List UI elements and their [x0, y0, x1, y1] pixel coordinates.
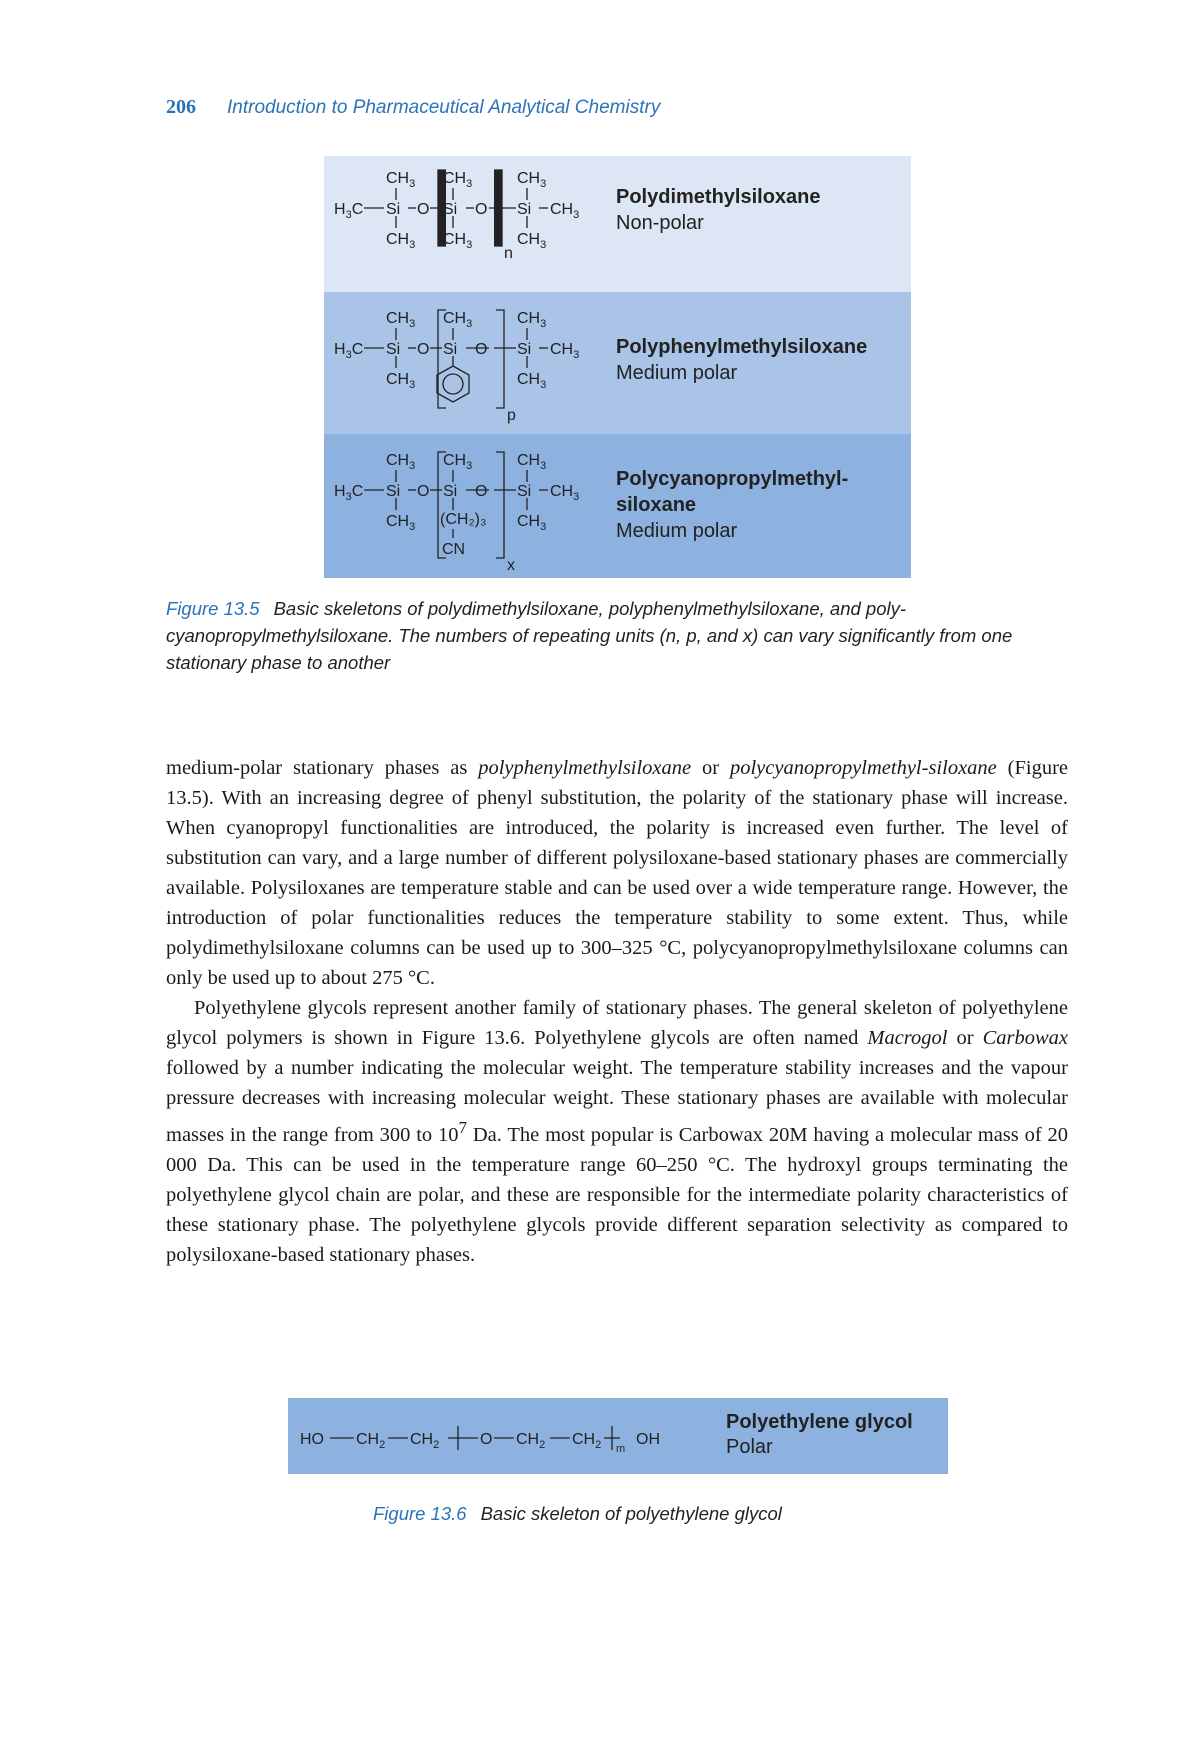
- figure-13-5: [324, 156, 911, 578]
- page-number: 206: [166, 96, 196, 118]
- panel-polycyanopropylmethylsiloxane: [324, 434, 911, 578]
- panel-polarity: Non-polar: [616, 212, 704, 234]
- label-polyphenylmethylsiloxane: [616, 334, 867, 386]
- si-1: Si: [386, 201, 401, 218]
- caption-label: Figure 13.5: [166, 598, 260, 619]
- label-polycyanopropylmethylsiloxane: [616, 466, 848, 544]
- panel-name: Polyethylene glycol: [726, 1411, 913, 1433]
- panel-name: Polydimethylsiloxane: [616, 186, 821, 208]
- ch3-bottom-1: $CH_3$: [386, 231, 416, 251]
- panel-polyphenylmethylsiloxane: [324, 292, 911, 434]
- ch3-right: $CH_3$: [550, 483, 580, 503]
- panel-name-line-2: siloxane: [616, 494, 697, 516]
- ch3-bottom-3: $CH_3$: [517, 231, 547, 251]
- ch3-bottom-3: $CH_3$: [517, 513, 547, 533]
- propyl-chain: (CH₂)₃: [440, 511, 487, 528]
- ch3-top-3: $CH_3$: [517, 452, 547, 472]
- ch3-top-2: $CH_3$: [443, 310, 473, 330]
- label-polyethylene-glycol: [726, 1410, 913, 1460]
- figure-13-6-caption: [373, 1500, 782, 1527]
- ch3-bottom-3: $CH_3$: [517, 371, 547, 391]
- ch3-top-2: $CH_3$: [443, 452, 473, 472]
- panel-polydimethylsiloxane: [324, 156, 911, 292]
- ch2-2: $CH_2$: [410, 1431, 440, 1451]
- si-3: Si: [517, 341, 532, 358]
- ch3-bottom-1: $CH_3$: [386, 371, 416, 391]
- si-1: Si: [386, 341, 401, 358]
- body-text: [166, 753, 1068, 1270]
- si-1: Si: [386, 483, 401, 500]
- si-2: Si: [443, 483, 458, 500]
- o-1: O: [417, 483, 430, 500]
- structure-polyethylene-glycol: [288, 1398, 718, 1474]
- ch3-top-2: $CH_3$: [443, 170, 473, 190]
- ch3-bottom-1: $CH_3$: [386, 513, 416, 533]
- ch2-3: $CH_2$: [516, 1431, 546, 1451]
- cyano-group: CN: [442, 541, 466, 558]
- h3c-left: $H_3C$: [334, 201, 364, 221]
- ch2-4: $CH_2$: [572, 1431, 602, 1451]
- ch3-top-1: $CH_3$: [386, 452, 416, 472]
- o-2: O: [475, 341, 488, 358]
- caption-label: Figure 13.6: [373, 1503, 467, 1524]
- ch3-top-1: $CH_3$: [386, 310, 416, 330]
- ch3-right: $CH_3$: [550, 341, 580, 361]
- ch3-top-3: $CH_3$: [517, 310, 547, 330]
- ch3-top-1: $CH_3$: [386, 170, 416, 190]
- ch3-bottom-2: $CH_3$: [443, 231, 473, 251]
- h3c-left: $H_3C$: [334, 483, 364, 503]
- structure-polyphenylmethylsiloxane: [324, 292, 614, 434]
- repeat-n: n: [504, 245, 513, 262]
- o-ether: O: [480, 1431, 493, 1448]
- ch3-top-3: $CH_3$: [517, 170, 547, 190]
- paragraph-2: Polyethylene glycols represent another family of stationary phases. The general skeleton of polyethylene glycol polymers is shown in Figure 13.6. Polyethylene glycols are often named Macrogol or Carbowax followed by a number indicating the molecular weight. The temperature stability increases and the vapour pressure decreases with increasing molecular weight. These stationary phases are available with molecular masses in the range from 300 to $10^7$ Da. The most popular is Carbowax 20M having a molecular mass of 20 000 Da. This can be used in the temperature range 60–250 °C. The hydroxyl groups terminating the polyethylene glycol chain are polar, and these are responsible for the intermediate polarity characteristics of these stationary phase. The polyethylene glycols provide different separation selectivity as compared to polysiloxane-based stationary phases.: [166, 997, 1069, 1266]
- si-3: Si: [517, 483, 532, 500]
- figure-13-5-caption: [166, 595, 1068, 676]
- repeat-m: m: [616, 1443, 626, 1455]
- paragraph-1: medium-polar stationary phases as polyphenylmethylsiloxane or polycyanopropylmethyl-siloxane (Figure 13.5). With an increasing degree of phenyl substitution, the polarity of the stationary phase will increase. When cyanopropyl functionalities are introduced, the polarity is increased even further. The level of substitution can vary, and a large number of different polysiloxane-based stationary phases are commercially available. Polysiloxanes are temperature stable and can be used over a wide temperature range. However, the introduction of polar functionalities reduces the temperature stability to some extent. Thus, while polydimethylsiloxane columns can be used up to 300–325 °C, polycyanopropylmethylsiloxane columns can only be used up to about 275 °C.: [166, 757, 1069, 989]
- structure-polydimethylsiloxane: [324, 156, 614, 292]
- si-2: Si: [443, 201, 458, 218]
- o-1: O: [417, 341, 430, 358]
- panel-polarity: Polar: [726, 1436, 773, 1458]
- oh-group: OH: [636, 1431, 660, 1448]
- book-title: Introduction to Pharmaceutical Analytical Chemistry: [227, 97, 661, 118]
- ch2-1: $CH_2$: [356, 1431, 386, 1451]
- structure-polycyanopropylmethylsiloxane: [324, 434, 614, 578]
- panel-name-line-1: Polycyanopropylmethyl-: [616, 468, 849, 490]
- panel-polarity: Medium polar: [616, 520, 738, 542]
- repeat-x: x: [507, 557, 515, 574]
- o-1: O: [417, 201, 430, 218]
- figure-13-6: [288, 1398, 948, 1474]
- caption-text: Basic skeletons of polydimethylsiloxane, polyphenylmethylsiloxane, and poly-cyanopropylmethylsiloxane. The numbers of repeating units (n, p, and x) can vary significantly from one stationary phase to another: [166, 598, 1013, 673]
- ho-group: HO: [300, 1431, 324, 1448]
- si-3: Si: [517, 201, 532, 218]
- h3c-left: $H_3C$: [334, 341, 364, 361]
- label-polydimethylsiloxane: [616, 184, 821, 236]
- panel-name: Polyphenylmethylsiloxane: [616, 336, 868, 358]
- running-head: [166, 96, 660, 119]
- caption-text: Basic skeleton of polyethylene glycol: [480, 1503, 782, 1524]
- ch3-right: $CH_3$: [550, 201, 580, 221]
- repeat-p: p: [507, 407, 516, 424]
- o-2: O: [475, 201, 488, 218]
- si-2: Si: [443, 341, 458, 358]
- o-2: O: [475, 483, 488, 500]
- panel-polarity: Medium polar: [616, 362, 738, 384]
